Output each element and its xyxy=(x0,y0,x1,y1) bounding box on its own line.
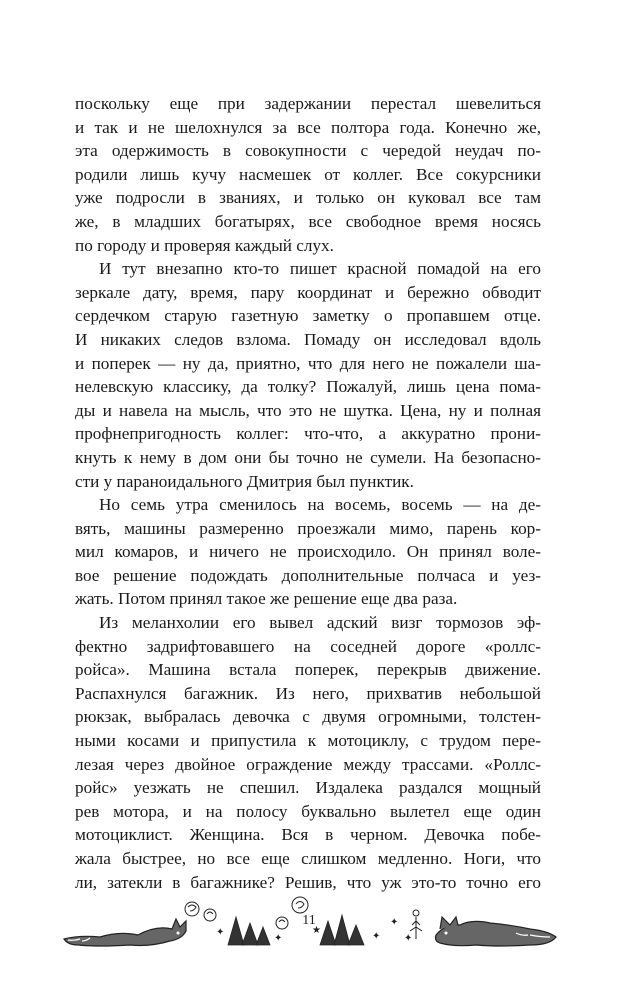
text-line: И тут внезапно кто-то пишет красной помадой на его xyxy=(99,259,541,279)
text-line: сердечком старую газетную заметку о пропавшем отце. xyxy=(75,306,541,326)
text-line: ными косами и припустила к мотоциклу, с трудом пере- xyxy=(75,731,541,751)
text-line: жала быстрее, но все еще слишком медленно. Ноги, что xyxy=(75,849,541,868)
text-line: Распахнулся багажник. Из него, прихватив небольшой xyxy=(75,683,541,703)
page-number: 11 xyxy=(302,913,316,928)
text-line: по городу и проверяя каждый слух. xyxy=(75,235,334,255)
text-line: родили лишь кучу насмешек от коллег. Все сокурсники xyxy=(75,164,541,184)
svg-text:✦: ✦ xyxy=(404,933,413,944)
text-line: вое решение подождать дополнительные полчаса и уез- xyxy=(75,565,541,585)
text-line: эта одержимость в совокупности с чередой неудач по- xyxy=(75,141,541,161)
text-line: ройс» уезжать не спешил. Издалека раздался мощный xyxy=(75,778,541,798)
text-line: ды и навела на мысль, что это не шутка. Цена, ну и полная xyxy=(75,400,541,420)
svg-text:✦: ✦ xyxy=(390,917,399,928)
svg-text:✦: ✦ xyxy=(216,927,225,938)
text-line: сти у параноидального Дмитрия был пунктик. xyxy=(75,471,414,491)
text-line: поскольку еще при задержании перестал шевелиться xyxy=(75,94,541,113)
text-line: профнепригодность коллег: что-что, а аккуратно прони- xyxy=(75,424,541,444)
text-line: Но семь утра сменилось на восемь, восемь — на де- xyxy=(99,495,541,515)
text-line: вять, машины размеренно проезжали мимо, парень кор- xyxy=(75,518,541,538)
text-line: фектно задрифтовавшего на соседней дороге «роллс- xyxy=(75,636,541,656)
svg-text:✦: ✦ xyxy=(274,933,283,944)
text-line: ли, затекли в багажнике? Решив, что уж это-то точно его xyxy=(75,872,541,892)
text-line: и поперек — ну да, приятно, что для него не пожалели ша- xyxy=(75,353,541,373)
body-text xyxy=(75,92,541,894)
text-line: мил комаров, и ничего не происходило. Он принял воле- xyxy=(75,542,541,562)
text-line: рюкзак, выбралась девочка с двумя огромными, толстен- xyxy=(75,707,541,727)
text-line: и так и не шелохнулся за все полтора года. Конечно же, xyxy=(75,117,541,137)
text-line: же, в младших богатырях, все свободное время носясь xyxy=(75,211,541,231)
text-line: нелевскую классику, да толку? Пожалуй, лишь цена пома- xyxy=(75,377,541,397)
svg-text:✦: ✦ xyxy=(372,931,381,942)
text-line: зеркале дату, время, пару координат и бережно обводит xyxy=(75,282,541,302)
text-line: ройса». Машина встала поперек, перекрыв движение. xyxy=(75,660,541,680)
svg-text:★: ★ xyxy=(312,925,321,936)
text-line: жать. Потом принял такое же решение еще два раза. xyxy=(75,589,458,609)
text-line: рев мотора, и на полосу буквально вылетел еще один xyxy=(75,801,541,821)
footer-ornament xyxy=(60,895,558,955)
text-line: кнуть к нему в дом они бы точно не сумели. На безопасно- xyxy=(75,447,541,467)
text-line: уже подросли в званиях, и только он куковал все там xyxy=(75,188,541,208)
text-line: Из меланхолии его вывел адский визг тормозов эф- xyxy=(99,613,541,633)
text-line: мотоциклист. Женщина. Вся в черном. Девочка побе- xyxy=(75,825,541,845)
text-line: лезая через двойное ограждение между трассами. «Роллс- xyxy=(75,754,541,774)
text-line: И никаких следов взлома. Помаду он исследовал вдоль xyxy=(75,329,541,349)
